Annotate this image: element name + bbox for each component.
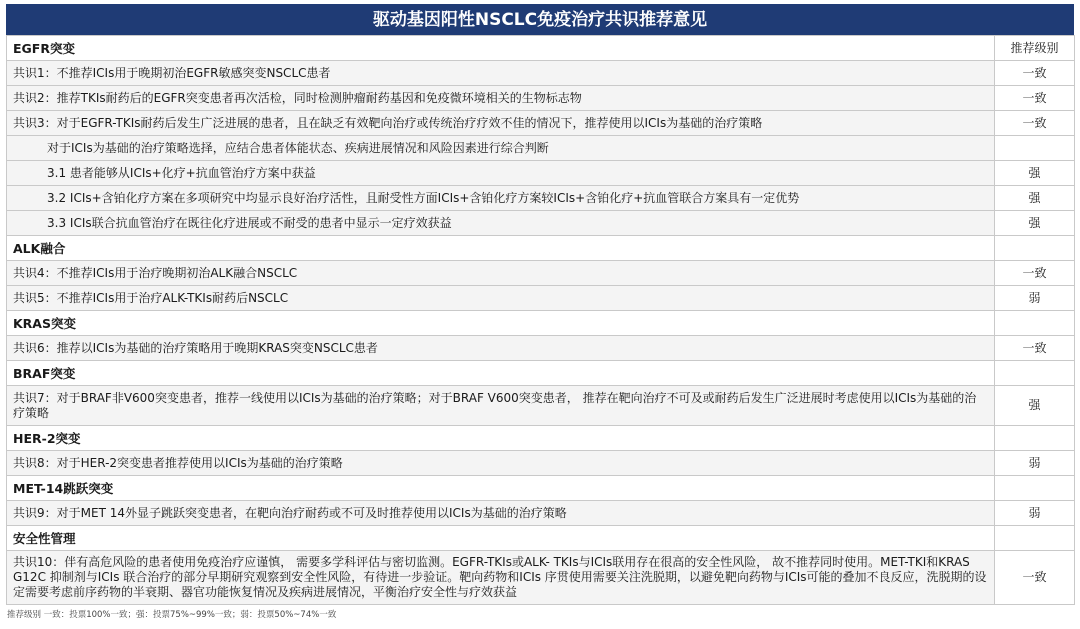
section-kras-header [7,311,1075,336]
table-row [7,111,1075,136]
section-her2-header [7,426,1075,451]
consensus-sheet [6,4,1074,620]
consensus-text: 共识6：推荐以ICIs为基础的治疗策略用于晚期KRAS突变NSCLC患者 [7,336,995,361]
recommendation-grade: 一致 [995,61,1075,86]
consensus-text: 共识4：不推荐ICIs用于治疗晚期初治ALK融合NSCLC [7,261,995,286]
recommendation-grade: 强 [995,211,1075,236]
table-row [7,336,1075,361]
table-row [7,501,1075,526]
recommendation-grade: 弱 [995,286,1075,311]
section-name: ALK融合 [7,236,995,261]
table-row [7,551,1075,605]
grade-footnote: 推荐级别 一致：投票100%一致；强：投票75%~99%一致；弱：投票50%~74%一致 [7,610,337,620]
consensus-text: 共识1：不推荐ICIs用于晚期初治EGFR敏感突变NSCLC患者 [7,61,995,86]
section-safety-header [7,526,1075,551]
consensus-text: 共识2：推荐TKIs耐药后的EGFR突变患者再次活检，同时检测肿瘤耐药基因和免疫微环境相关的生物标志物 [7,86,995,111]
table-row [7,86,1075,111]
table-row [7,286,1075,311]
table-row [7,161,1075,186]
grade-column-header: 推荐级别 [995,36,1075,61]
consensus-subtext: 3.2 ICIs+含铂化疗方案在多项研究中均显示良好治疗活性，且耐受性方面ICIs+含铂化疗方案较ICIs+含铂化疗+抗血管联合方案具有一定优势 [7,186,995,211]
consensus-text: 共识10：伴有高危风险的患者使用免疫治疗应谨慎， 需要多学科评估与密切监测。EGFR-TKIs或ALK- TKIs与ICIs联用存在很高的安全性风险， 故不推荐同时使用。MET-TKI和KRAS G12C 抑制剂与ICIs 联合治疗的部分早期研究观察到安全性风险，有待进一步验证。靶向药物和ICIs 序贯使用需要关注洗脱期，以避免靶向药物与ICIs可能的叠加不良反应，洗脱期的设定需要考虑前序药物的半衰期、器官功能恢复情况及疾病进展情况，平衡治疗安全性与疗效获益 [7,551,995,605]
table-row [7,451,1075,476]
recommendation-grade: 一致 [995,261,1075,286]
table-row [7,261,1075,286]
table-row [7,211,1075,236]
consensus-text: 共识8：对于HER-2突变患者推荐使用以ICIs为基础的治疗策略 [7,451,995,476]
recommendation-grade: 强 [995,386,1075,426]
table-row [7,386,1075,426]
table-row [7,61,1075,86]
section-name: 安全性管理 [7,526,995,551]
consensus-text: 共识7：对于BRAF非V600突变患者，推荐一线使用以ICIs为基础的治疗策略；对于BRAF V600突变患者， 推荐在靶向治疗不可及或耐药后发生广泛进展时考虑使用以ICIs为基础的治疗策略 [7,386,995,426]
recommendation-grade [995,136,1075,161]
consensus-text: 共识5：不推荐ICIs用于治疗ALK-TKIs耐药后NSCLC [7,286,995,311]
section-name: BRAF突变 [7,361,995,386]
recommendation-grade: 一致 [995,336,1075,361]
table-row [7,136,1075,161]
recommendation-grade: 弱 [995,501,1075,526]
section-egfr-header [7,36,1075,61]
consensus-table [6,35,1075,605]
section-name: EGFR突变 [7,36,995,61]
recommendation-grade: 强 [995,186,1075,211]
consensus-text: 共识9：对于MET 14外显子跳跃突变患者，在靶向治疗耐药或不可及时推荐使用以ICIs为基础的治疗策略 [7,501,995,526]
section-name: MET-14跳跃突变 [7,476,995,501]
recommendation-grade: 弱 [995,451,1075,476]
recommendation-grade: 一致 [995,551,1075,605]
consensus-subtext: 3.3 ICIs联合抗血管治疗在既往化疗进展或不耐受的患者中显示一定疗效获益 [7,211,995,236]
consensus-subtext: 对于ICIs为基础的治疗策略选择，应结合患者体能状态、疾病进展情况和风险因素进行综合判断 [7,136,995,161]
recommendation-grade: 强 [995,161,1075,186]
section-braf-header [7,361,1075,386]
consensus-subtext: 3.1 患者能够从ICIs+化疗+抗血管治疗方案中获益 [7,161,995,186]
consensus-text: 共识3：对于EGFR-TKIs耐药后发生广泛进展的患者，且在缺乏有效靶向治疗或传统治疗疗效不佳的情况下，推荐使用以ICIs为基础的治疗策略 [7,111,995,136]
section-name: HER-2突变 [7,426,995,451]
table-title: 驱动基因阳性NSCLC免疫治疗共识推荐意见 [6,4,1074,35]
table-row [7,186,1075,211]
recommendation-grade: 一致 [995,86,1075,111]
section-alk-header [7,236,1075,261]
section-name: KRAS突变 [7,311,995,336]
recommendation-grade: 一致 [995,111,1075,136]
section-met14-header [7,476,1075,501]
